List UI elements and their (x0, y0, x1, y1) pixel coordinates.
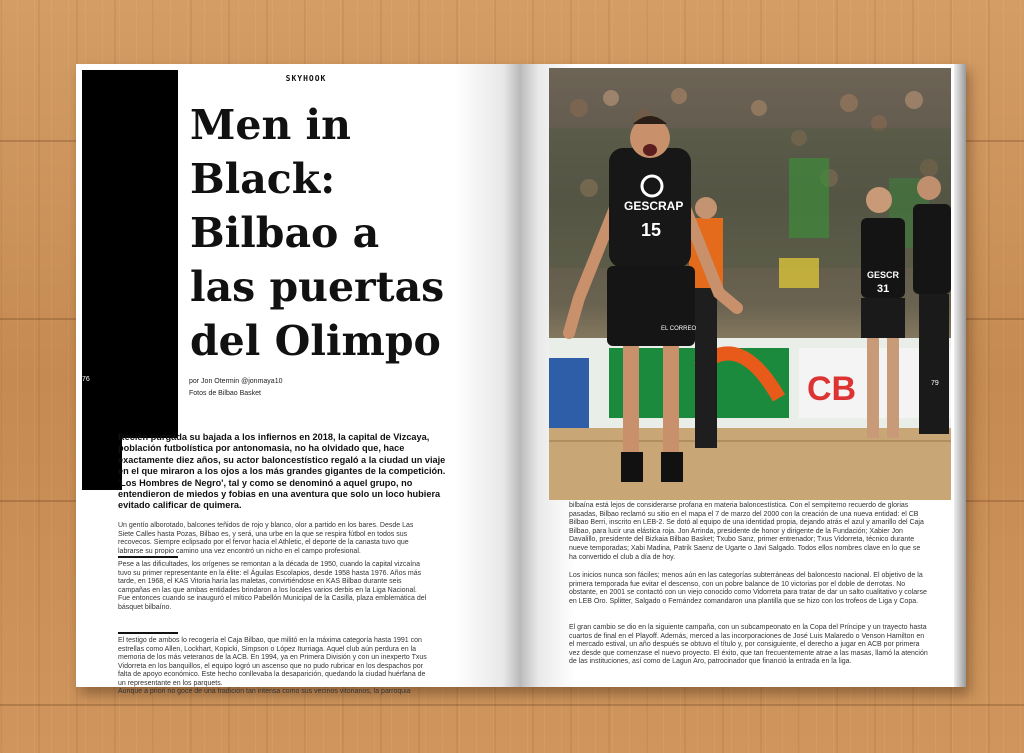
left-page (76, 64, 521, 695)
magazine-spread (76, 64, 966, 695)
basketball-photo (549, 68, 951, 500)
page-number-left: 76 (82, 376, 90, 383)
headline-line: las puertas (190, 263, 445, 311)
jersey-sponsor: GESCRAP (624, 199, 684, 213)
black-band-lower (82, 438, 122, 490)
body-paragraph: bilbaína está lejos de considerarse profana en materia baloncestística. Con el sempiterno recuerdo de glorias pasadas, Bilbao reclamó su sitio en el mapa el 7 de marzo del 2000 con la creación de una nueva entidad: el CB Bilbao Berri, inscrito en LEB-2. Se dotó al equipo de una identidad propia, dejando atrás el azul y amarillo del Caja Bilbao, para lucir una elástica roja. Jon Arrinda, presidente de honor y dirigente de la Fundación; Xabier Jon Davalillo, presidente del Bizkaia Bilbao Basket; Txubo Sanz, primer entrenador; Txus Vidorreta, técnico durante nueve temporadas; Xabi Madina, Patrik Saenz de Ugarte o Javi Salgado. Todos ellos nombres clave en lo que se ha convertido el club a día de hoy. (569, 502, 924, 561)
right-page (521, 64, 966, 687)
headline (190, 98, 510, 368)
player2-jersey-text: GESCR (867, 270, 900, 280)
lead-paragraph: Recién purgada su bajada a los infiernos en 2018, la capital de Vizcaya, población futbolística por antonomasia, no ha olvidado que, hace exactamente diez años, su actor baloncestístico regaló a la ciudad un viaje en el que miraron a los ojos a los más grandes gigantes de la competición. 'Los Hombres de Negro', tal y como se denominó a aquel grupo, no entendieron de miedos y fobias en una aventura que solo un loco hubiera evitado calificar de quimera. (118, 432, 446, 511)
player2-number: 31 (877, 283, 890, 295)
byline-block (189, 376, 282, 400)
text-divider (118, 556, 178, 558)
ad-board-text: CB (807, 370, 857, 408)
headline-line: Men in (190, 101, 351, 149)
author-byline: por Jon Otermin @jonmaya10 (189, 378, 283, 385)
body-paragraph: Aunque a priori no goce de una tradición tan intensa como sus vecinos vitorianos, la parroquia (118, 688, 411, 695)
body-paragraph: Pese a las dificultades, los orígenes se remontan a la década de 1950, cuando la capital vizcaína tuvo su primer representante en la élite: el Águilas Escolapios, desde 1958 hasta 1976. Años más tarde, en 1968, el KAS Vitoria haría las maletas, convirtiéndose en KAS Bilbao durante seis campañas en las que ambas entidades brindaron a los locales varios derbis en la Liga Nacional. Fue entonces cuando se inauguró el mítico Pabellón Municipal de la Casilla, plaza emblemática del básquet bilbaíno. (118, 561, 427, 611)
headline-line: del Olimpo (190, 317, 441, 365)
jersey-number: 15 (641, 220, 662, 240)
headline-line: Bilbao a (190, 209, 380, 257)
shorts-text: EL CORREO (661, 326, 697, 332)
page-number-right: 79 (931, 380, 939, 387)
page-edge (954, 64, 966, 687)
body-paragraph: El testigo de ambos lo recogería el Caja Bilbao, que militó en la máxima categoría hasta 1991 con estrellas como Allen, Lockhart, Kopicki, Simpson o López Iturriaga. Aquel club aún perdura en la memoria de los más veteranos de la ACB. En 1994, ya en Primera División y con un inexperto Txus Vidorreta en los banquillos, el equipo logró un ascenso que no pudo rubricar en los despachos por falta de apoyo económico. Este hecho conllevaba la desaparición, quedando la ciudad huérfana de un representante en los parquets. (118, 637, 427, 687)
body-paragraph: Un gentío alborotado, balcones teñidos de rojo y blanco, olor a partido en los bares. Desde Las Siete Calles hasta Pozas, Bilbao es, y será, una urbe en la que se respira fútbol en todos sus recovecos. Siempre eclipsado por el fervor hacia el Athletic, el deporte de la canasta tuvo que labrarse su propio camino una vez encontró un nicho en el campo profesional. (118, 522, 414, 555)
photo-illustration (549, 68, 951, 500)
body-paragraph: El gran cambio se dio en la siguiente campaña, con un subcampeonato en la Copa del Príncipe y un trayecto hasta cuartos de final en el Playoff. Además, merced a las incorporaciones de José Luis Malaredo o Venson Hamilton en el mercado estival, un año después se obtuvo el título y, por consiguiente, el derecho a jugar en ACB por primera vez desde que comenzase el nuevo proyecto. El éxito, que tan frecuentemente atrae a las masas, llamó la atención de las instituciones, así como de Lagun Aro, patrocinador que financió la entrada en la liga. (569, 624, 928, 666)
body-paragraph: Los inicios nunca son fáciles; menos aún en las categorías subterráneas del baloncesto nacional. El objetivo de la primera temporada fue evitar el descenso, con un pobre balance de 10 victorias por el doble de derrotas. No obstante, en 2001 se contactó con un viejo conocido como Vidorreta para tratar de dar un salto cualitativo y colarse en LEB Oro. Splitter, Salgado o Fernández comandaron una plantilla que se hizo con los trofeos de Liga y Copa. (569, 572, 927, 605)
section-label: SKYHOOK (285, 74, 327, 83)
photo-credit: Fotos de Bilbao Basket (189, 390, 261, 397)
text-divider (118, 632, 178, 634)
headline-line: Black: (190, 155, 336, 203)
black-band (82, 70, 178, 438)
